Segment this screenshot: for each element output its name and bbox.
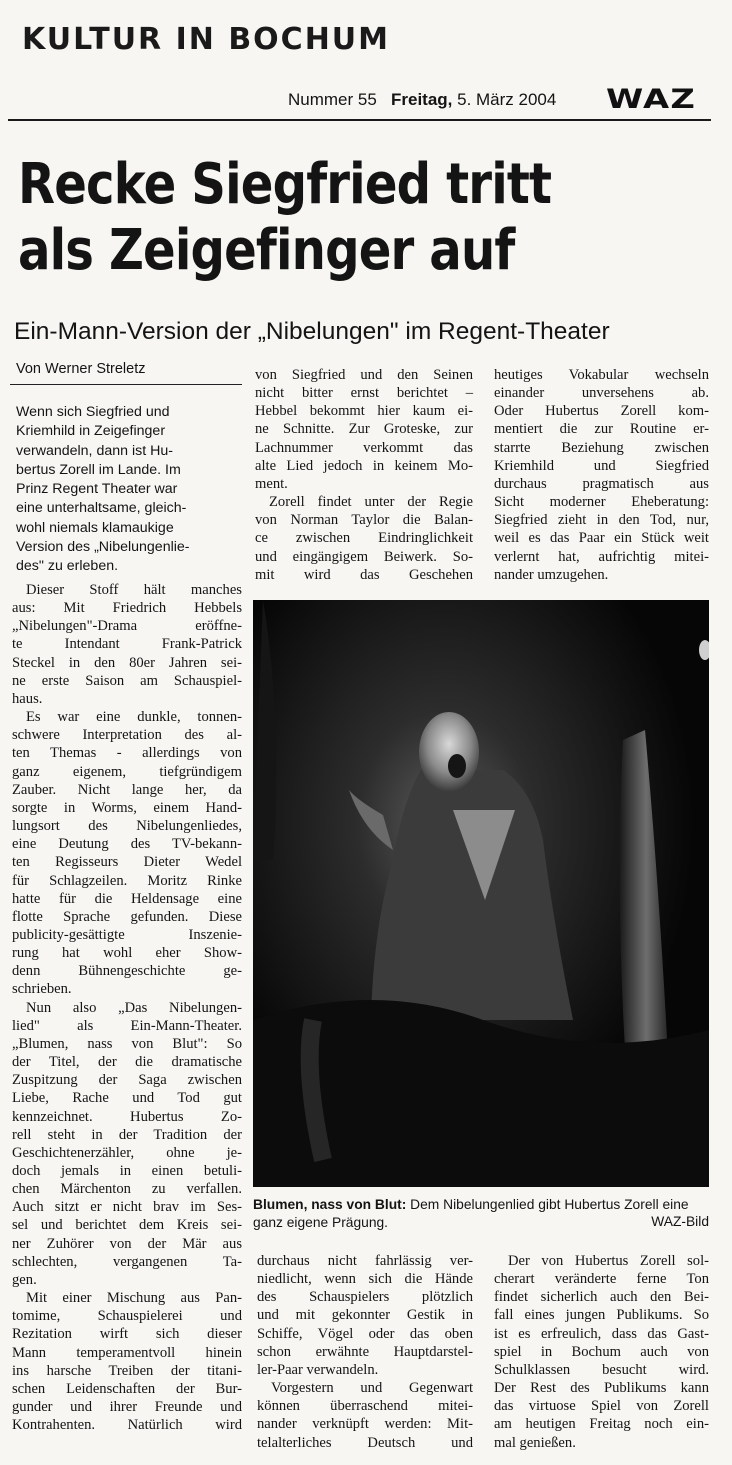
text-line: Schulklassen besucht wird. bbox=[494, 1361, 709, 1378]
text-line: Dieser Stoff hält manches bbox=[26, 582, 242, 598]
text-line: wohl niemals klamaukige bbox=[16, 519, 174, 536]
text-line: durchaus nicht fahrlässig ver- bbox=[257, 1253, 473, 1269]
body-column-3 bbox=[494, 366, 709, 584]
text-line: hatte für die Heldensage eine bbox=[12, 890, 242, 907]
text-line: ganz eigenem, tiefgründigem bbox=[12, 763, 242, 780]
issue-date: 5. März 2004 bbox=[457, 90, 557, 109]
section-heading: KULTUR IN BOCHUM bbox=[22, 22, 391, 57]
text-line: ler-Paar verwandeln. bbox=[257, 1361, 379, 1378]
text-line: rell steht in der Tradition der bbox=[12, 1126, 242, 1143]
text-line: verwandeln, dann ist Hu- bbox=[16, 442, 173, 459]
headline-line-1: Recke Siegfried tritt bbox=[18, 152, 552, 217]
text-line: Auch sitzt er nicht brav im Ses- bbox=[12, 1199, 242, 1216]
text-line: am heutigen Freitag noch ein- bbox=[494, 1416, 709, 1433]
text-line: der Titel, der die dramatische bbox=[12, 1054, 242, 1071]
masthead-rule bbox=[8, 119, 711, 121]
byline: Von Werner Streletz bbox=[16, 361, 146, 377]
text-line: schlechten, vergangenen Ta- bbox=[12, 1253, 242, 1270]
text-line: Der Rest des Publikums kann bbox=[494, 1380, 709, 1397]
text-line: schon erwähnte Hauptdarstel- bbox=[257, 1343, 473, 1360]
text-line: Prinz Regent Theater war bbox=[16, 481, 178, 498]
text-line: des Schauspielers plötzlich bbox=[257, 1289, 473, 1306]
text-line: denn Bühnengeschichte ge- bbox=[12, 963, 242, 980]
text-line: ne Schnitte. Zur Groteske, zur bbox=[255, 421, 473, 438]
text-line: verlernt hat, aufrichtig mitei- bbox=[494, 548, 709, 565]
photo-caption bbox=[253, 1196, 709, 1232]
caption-title: Blumen, nass von Blut: bbox=[253, 1197, 407, 1212]
text-line: Sicht moderner Eheberatung: bbox=[494, 494, 709, 511]
text-line: Kriemhild und Siegfried bbox=[494, 457, 709, 474]
text-line: eine Deutung des TV-bekann- bbox=[12, 836, 242, 853]
text-line: das virtuose Spiel von Zorell bbox=[494, 1398, 709, 1415]
text-line: Nun also „Das Nibelungen- bbox=[26, 999, 242, 1016]
text-line: gen. bbox=[12, 1271, 37, 1288]
text-line: des" zu erleben. bbox=[16, 558, 119, 575]
text-line: Der von Hubertus Zorell sol- bbox=[508, 1253, 709, 1269]
text-line: starrte Beziehung zwischen bbox=[494, 439, 709, 456]
text-line: schen Leidenschaften der Bur- bbox=[12, 1380, 242, 1397]
text-line: ner Zuhörer von der Mär aus bbox=[12, 1235, 242, 1252]
text-line: „Blumen, nass von Blut": So bbox=[12, 1035, 242, 1052]
text-line: ist es erfreulich, dass das Gast- bbox=[494, 1325, 709, 1342]
text-line: rung hat wohl eher Show- bbox=[12, 945, 242, 962]
text-line: nander verknüpft werden: Mit- bbox=[257, 1416, 473, 1433]
text-line: findet sicherlich auch den Bei- bbox=[494, 1289, 709, 1306]
issue-number: Nummer 55 bbox=[288, 90, 377, 109]
text-line: von Norman Taylor die Balan- bbox=[255, 512, 473, 529]
text-line: Kriemhild in Zeigefinger bbox=[16, 423, 166, 440]
body-column-1 bbox=[12, 581, 242, 1434]
text-line: chen Märchenton zu verfallen. bbox=[12, 1181, 242, 1198]
text-line: mit wird das Geschehen bbox=[255, 566, 473, 583]
text-line: lungsort des Nibelungenliedes, bbox=[12, 818, 242, 835]
text-line: publicity-gesättigte Inszenie- bbox=[12, 926, 242, 943]
text-line: weil es das Paar ein Stück weit bbox=[494, 530, 709, 547]
text-line: spiel in Bochum auch von bbox=[494, 1343, 709, 1360]
text-line: Vorgestern und Gegenwart bbox=[271, 1380, 473, 1397]
text-line: mal genießen. bbox=[494, 1434, 576, 1451]
text-line: Siegfried zieht in den Tod, nur, bbox=[494, 512, 709, 529]
text-line: schrieben. bbox=[12, 981, 72, 998]
text-line: alte Lied jedoch in keinem Mo- bbox=[255, 457, 473, 474]
text-line: Zuspitzung der Saga zwischen bbox=[12, 1072, 242, 1089]
text-line: sel und berichtet dem Kreis sei- bbox=[12, 1217, 242, 1234]
text-line: und eingängigem Beiwerk. So- bbox=[255, 548, 473, 565]
text-line: tomime, Schauspielerei und bbox=[12, 1308, 242, 1325]
headline bbox=[18, 152, 552, 284]
text-line: cherart veränderte ferne Ton bbox=[494, 1271, 709, 1288]
text-line: nicht bitter ernst berichtet – bbox=[255, 385, 473, 402]
text-line: Es war eine dunkle, tonnen- bbox=[26, 709, 242, 726]
text-line: Version des „Nibelungenlie- bbox=[16, 539, 190, 556]
text-line: bertus Zorell im Lande. Im bbox=[16, 461, 181, 478]
text-line: Oder Hubertus Zorell kom- bbox=[494, 403, 709, 420]
stage-photo bbox=[253, 600, 709, 1187]
body-column-4 bbox=[257, 1252, 473, 1452]
text-line: ten Regisseurs Dieter Wedel bbox=[12, 854, 242, 871]
text-line: fall eines jungen Publikums. So bbox=[494, 1307, 709, 1324]
text-line: ment. bbox=[255, 475, 288, 492]
text-line: Rezitation wirft sich dieser bbox=[12, 1326, 242, 1343]
text-line: Liebe, Rache und Tod gut bbox=[12, 1090, 242, 1107]
text-line: telalterliches Deutsch und bbox=[257, 1434, 473, 1451]
text-line: Kontrahenten. Natürlich wird bbox=[12, 1417, 242, 1434]
subheadline: Ein-Mann-Version der „Nibelungen" im Regent-Theater bbox=[14, 318, 610, 345]
caption-text: Dem Nibelungenlied gibt Hubertus Zorell eine ganz eigene Prägung. bbox=[253, 1197, 689, 1230]
text-line: ne erste Saison am Schauspiel- bbox=[12, 672, 242, 689]
text-line: schwere Interpretation des al- bbox=[12, 727, 242, 744]
text-line: sorgte in Worms, einem Hand- bbox=[12, 799, 242, 816]
text-line: von Siegfried und den Seinen bbox=[255, 367, 473, 383]
headline-line-2: als Zeigefinger auf bbox=[18, 218, 515, 283]
text-line: ins harsche Treiben der titani- bbox=[12, 1362, 242, 1379]
text-line: flotte Sprache gefunden. Diese bbox=[12, 908, 242, 925]
lead-paragraph bbox=[16, 403, 242, 577]
waz-logo: WAZ bbox=[606, 84, 697, 115]
byline-rule bbox=[10, 384, 242, 385]
text-line: gunder und ihrer Freunde und bbox=[12, 1399, 242, 1416]
text-line: Geschichtenerzähler, ohne je- bbox=[12, 1144, 242, 1161]
text-line: ten Themas - allerdings von bbox=[12, 745, 242, 762]
text-line: heutiges Vokabular wechseln bbox=[494, 367, 709, 383]
body-column-5 bbox=[494, 1252, 709, 1452]
text-line: Schiffe, Vögel oder das oben bbox=[257, 1325, 473, 1342]
text-line: te Intendant Frank-Patrick bbox=[12, 636, 242, 653]
text-line: ce zwischen Eindringlichkeit bbox=[255, 530, 473, 547]
text-line: kennzeichnet. Hubertus Zo- bbox=[12, 1108, 242, 1125]
issue-info bbox=[288, 90, 556, 110]
issue-day: Freitag, bbox=[390, 90, 453, 109]
text-line: durchaus pragmatisch aus bbox=[494, 475, 709, 492]
text-line: und mit gekonnter Gestik in bbox=[257, 1307, 473, 1324]
text-line: Zorell findet unter der Regie bbox=[269, 494, 473, 511]
text-line: lied" als Ein-Mann-Theater. bbox=[12, 1017, 242, 1034]
text-line: Zauber. Nicht lange her, da bbox=[12, 781, 242, 798]
photo-credit: WAZ-Bild bbox=[651, 1214, 709, 1229]
text-line: nander umzugehen. bbox=[494, 566, 609, 583]
text-line: Mann temperamentvoll hinein bbox=[12, 1344, 242, 1361]
text-line: können überraschend mitei- bbox=[257, 1398, 473, 1415]
text-line: Wenn sich Siegfried und bbox=[16, 404, 170, 420]
text-line: niedlicht, wenn sich die Hände bbox=[257, 1271, 473, 1288]
text-line: haus. bbox=[12, 690, 43, 707]
text-line: einander unversehens ab. bbox=[494, 385, 709, 402]
text-line: mentiert die zur Routine er- bbox=[494, 421, 709, 438]
body-column-2 bbox=[255, 366, 473, 584]
text-line: Hebbel bekommt hier kaum ei- bbox=[255, 403, 473, 420]
text-line: eine unterhaltsame, gleich- bbox=[16, 500, 187, 517]
text-line: „Nibelungen"-Drama eröffne- bbox=[12, 618, 242, 635]
text-line: doch jemals in einen betuli- bbox=[12, 1163, 242, 1179]
text-line: für Schlagzeilen. Moritz Rinke bbox=[12, 872, 242, 889]
text-line: Mit einer Mischung aus Pan- bbox=[26, 1290, 242, 1307]
text-line: Steckel in den 80er Jahren sei- bbox=[12, 654, 242, 671]
text-line: Lachnummer verkommt das bbox=[255, 439, 473, 456]
text-line: aus: Mit Friedrich Hebbels bbox=[12, 600, 242, 617]
